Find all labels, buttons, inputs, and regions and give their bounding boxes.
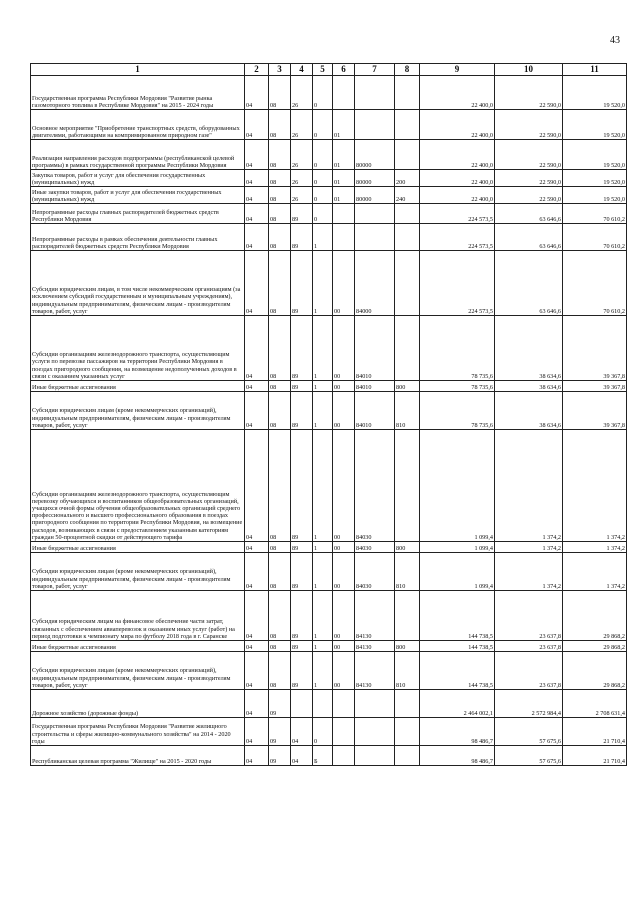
col-program: 04 bbox=[291, 746, 313, 766]
amount-col-11: 29 868,2 bbox=[563, 591, 627, 641]
row-description: Субсидии юридическим лицам (кроме некоммерческих организаций), индивидуальным предпринимателям, физическим лицам - производителям товаров, работ, услуг bbox=[31, 652, 245, 690]
col-subsection: 08 bbox=[269, 553, 291, 591]
amount-col-10: 22 590,0 bbox=[495, 140, 563, 170]
row-description: Субсидии организациям железнодорожного транспорта, осуществляющим перевозку обучающихся и воспитанников общеобразовательных организаций, учащихся очной формы обучения общеобразовательных организаций среднего профессионального и высшего профессионального образования в поездах пригородного сообщения по территории Республики Мордовия, на возмещение расходов, возникающих в связи с предоставлением указанным категориям граждан 50-процентной скидки от действующего тарифа bbox=[31, 430, 245, 542]
amount-col-11: 19 520,0 bbox=[563, 140, 627, 170]
col-direction bbox=[355, 690, 395, 718]
col-subsection: 08 bbox=[269, 392, 291, 430]
col-section: 04 bbox=[245, 140, 269, 170]
amount-col-9: 22 400,0 bbox=[420, 170, 495, 187]
col-section: 04 bbox=[245, 224, 269, 251]
col-expense-type: 800 bbox=[395, 542, 420, 553]
table-row bbox=[31, 392, 627, 430]
col-section: 04 bbox=[245, 652, 269, 690]
col-direction: 84130 bbox=[355, 591, 395, 641]
col-expense-type bbox=[395, 140, 420, 170]
col-event bbox=[333, 224, 355, 251]
col-subprogram: 0 bbox=[313, 140, 333, 170]
amount-col-10: 63 646,6 bbox=[495, 204, 563, 224]
col-subprogram: 0 bbox=[313, 110, 333, 140]
col-event: 00 bbox=[333, 591, 355, 641]
col-event: 00 bbox=[333, 316, 355, 381]
amount-col-11: 39 367,8 bbox=[563, 316, 627, 381]
col-event: 00 bbox=[333, 381, 355, 392]
table-row bbox=[31, 542, 627, 553]
col-program: 89 bbox=[291, 381, 313, 392]
col-expense-type bbox=[395, 746, 420, 766]
col-direction: 84010 bbox=[355, 392, 395, 430]
col-subprogram: 1 bbox=[313, 224, 333, 251]
col-program: 89 bbox=[291, 392, 313, 430]
table-row bbox=[31, 718, 627, 746]
col-program: 89 bbox=[291, 652, 313, 690]
col-event: 00 bbox=[333, 542, 355, 553]
col-event: 01 bbox=[333, 110, 355, 140]
col-section: 04 bbox=[245, 718, 269, 746]
amount-col-9: 98 486,7 bbox=[420, 718, 495, 746]
col-expense-type: 800 bbox=[395, 641, 420, 652]
amount-col-11: 21 710,4 bbox=[563, 746, 627, 766]
amount-col-11: 1 374,2 bbox=[563, 542, 627, 553]
amount-col-11: 19 520,0 bbox=[563, 76, 627, 110]
table-row bbox=[31, 553, 627, 591]
amount-col-10: 1 374,2 bbox=[495, 430, 563, 542]
column-header-5: 5 bbox=[313, 64, 333, 76]
col-program: 89 bbox=[291, 553, 313, 591]
row-description: Иные бюджетные ассигнования bbox=[31, 641, 245, 652]
table-row bbox=[31, 224, 627, 251]
column-header-9: 9 bbox=[420, 64, 495, 76]
budget-table bbox=[30, 63, 627, 766]
page-number: 43 bbox=[610, 35, 620, 46]
table-row bbox=[31, 690, 627, 718]
amount-col-9: 22 400,0 bbox=[420, 140, 495, 170]
amount-col-10: 22 590,0 bbox=[495, 110, 563, 140]
col-subprogram bbox=[313, 690, 333, 718]
col-subprogram: 0 bbox=[313, 187, 333, 204]
column-header-2: 2 bbox=[245, 64, 269, 76]
table-row bbox=[31, 251, 627, 316]
col-expense-type bbox=[395, 690, 420, 718]
column-header-10: 10 bbox=[495, 64, 563, 76]
col-section: 04 bbox=[245, 746, 269, 766]
column-header-4: 4 bbox=[291, 64, 313, 76]
amount-col-9: 1 099,4 bbox=[420, 542, 495, 553]
header-row bbox=[31, 64, 627, 76]
col-direction: 84030 bbox=[355, 430, 395, 542]
col-subsection: 08 bbox=[269, 316, 291, 381]
col-subprogram: 0 bbox=[313, 76, 333, 110]
amount-col-9: 1 099,4 bbox=[420, 553, 495, 591]
table-row bbox=[31, 110, 627, 140]
col-direction: 84030 bbox=[355, 542, 395, 553]
col-program: 89 bbox=[291, 316, 313, 381]
table-row bbox=[31, 746, 627, 766]
amount-col-9: 22 400,0 bbox=[420, 110, 495, 140]
row-description: Иные бюджетные ассигнования bbox=[31, 542, 245, 553]
row-description: Иные бюджетные ассигнования bbox=[31, 381, 245, 392]
col-expense-type: 800 bbox=[395, 381, 420, 392]
table-row bbox=[31, 641, 627, 652]
col-program: 89 bbox=[291, 204, 313, 224]
col-event: 00 bbox=[333, 553, 355, 591]
col-section: 04 bbox=[245, 110, 269, 140]
col-program: 89 bbox=[291, 591, 313, 641]
col-event: 00 bbox=[333, 392, 355, 430]
row-description: Субсидии юридическим лицам, в том числе некоммерческим организациям (за исключением субсидий государственным и муниципальным учреждениям), индивидуальным предпринимателям, физическим лицам - производителям товаров, работ, услуг bbox=[31, 251, 245, 316]
amount-col-9: 1 099,4 bbox=[420, 430, 495, 542]
row-description: Субсидии юридическим лицам (кроме некоммерческих организаций), индивидуальным предпринимателям, физическим лицам - производителям товаров, работ, услуг bbox=[31, 392, 245, 430]
col-event bbox=[333, 690, 355, 718]
col-direction: 84010 bbox=[355, 316, 395, 381]
row-description: Республиканская целевая программа "Жилище" на 2015 - 2020 годы bbox=[31, 746, 245, 766]
row-description: Субсидии юридическим лицам (кроме некоммерческих организаций), индивидуальным предпринимателям, физическим лицам - производителям товаров, работ, услуг bbox=[31, 553, 245, 591]
col-program: 89 bbox=[291, 430, 313, 542]
column-header-7: 7 bbox=[355, 64, 395, 76]
row-description: Государственная программа Республики Мордовия "Развитие жилищного строительства и сферы жилищно-коммунального хозяйства" на 2014 - 2020 годы bbox=[31, 718, 245, 746]
amount-col-11: 70 610,2 bbox=[563, 251, 627, 316]
col-subprogram: 0 bbox=[313, 170, 333, 187]
col-subsection: 09 bbox=[269, 690, 291, 718]
amount-col-10: 63 646,6 bbox=[495, 251, 563, 316]
col-subprogram: 1 bbox=[313, 316, 333, 381]
amount-col-10: 23 637,8 bbox=[495, 641, 563, 652]
amount-col-10: 22 590,0 bbox=[495, 170, 563, 187]
amount-col-11: 19 520,0 bbox=[563, 170, 627, 187]
table-row bbox=[31, 591, 627, 641]
row-description: Закупка товаров, работ и услуг для обеспечения государственных (муниципальных) нужд bbox=[31, 170, 245, 187]
row-description: Непрограммные расходы главных распорядителей бюджетных средств Республики Мордовия bbox=[31, 204, 245, 224]
col-direction: 84130 bbox=[355, 641, 395, 652]
col-expense-type bbox=[395, 224, 420, 251]
table-row bbox=[31, 140, 627, 170]
amount-col-9: 2 464 002,1 bbox=[420, 690, 495, 718]
col-subsection: 08 bbox=[269, 170, 291, 187]
amount-col-9: 224 573,5 bbox=[420, 204, 495, 224]
col-expense-type bbox=[395, 591, 420, 641]
col-program: 26 bbox=[291, 140, 313, 170]
col-event: 01 bbox=[333, 140, 355, 170]
col-subsection: 08 bbox=[269, 652, 291, 690]
amount-col-10: 23 637,8 bbox=[495, 652, 563, 690]
col-expense-type bbox=[395, 110, 420, 140]
column-header-1: 1 bbox=[31, 64, 245, 76]
col-event: 00 bbox=[333, 251, 355, 316]
col-subsection: 09 bbox=[269, 746, 291, 766]
col-expense-type: 810 bbox=[395, 553, 420, 591]
col-program: 26 bbox=[291, 187, 313, 204]
amount-col-10: 57 675,6 bbox=[495, 746, 563, 766]
col-subprogram: 1 bbox=[313, 652, 333, 690]
amount-col-9: 78 735,6 bbox=[420, 316, 495, 381]
amount-col-10: 1 374,2 bbox=[495, 542, 563, 553]
amount-col-9: 224 573,5 bbox=[420, 224, 495, 251]
amount-col-9: 78 735,6 bbox=[420, 392, 495, 430]
amount-col-11: 29 868,2 bbox=[563, 641, 627, 652]
col-section: 04 bbox=[245, 76, 269, 110]
col-direction: 80000 bbox=[355, 140, 395, 170]
col-event bbox=[333, 76, 355, 110]
amount-col-10: 38 634,6 bbox=[495, 381, 563, 392]
column-header-11: 11 bbox=[563, 64, 627, 76]
col-subsection: 08 bbox=[269, 76, 291, 110]
col-event: 00 bbox=[333, 641, 355, 652]
amount-col-11: 19 520,0 bbox=[563, 110, 627, 140]
col-event: 00 bbox=[333, 430, 355, 542]
row-description: Субсидия юридическим лицам на финансовое обеспечение части затрат, связанных с обеспечением авиаперевозок и оказанием иных услуг (работ) на период подготовки к чемпионату мира по футболу 2018 года в г. Саранске bbox=[31, 591, 245, 641]
amount-col-11: 70 610,2 bbox=[563, 224, 627, 251]
col-program: 89 bbox=[291, 251, 313, 316]
column-header-3: 3 bbox=[269, 64, 291, 76]
col-program: 89 bbox=[291, 641, 313, 652]
col-subsection: 08 bbox=[269, 641, 291, 652]
amount-col-9: 144 738,5 bbox=[420, 591, 495, 641]
amount-col-9: 144 738,5 bbox=[420, 641, 495, 652]
col-direction: 84030 bbox=[355, 553, 395, 591]
col-expense-type bbox=[395, 430, 420, 542]
col-section: 04 bbox=[245, 542, 269, 553]
col-program: 26 bbox=[291, 76, 313, 110]
amount-col-10: 22 590,0 bbox=[495, 76, 563, 110]
col-program bbox=[291, 690, 313, 718]
col-subprogram: Б bbox=[313, 746, 333, 766]
col-event: 01 bbox=[333, 187, 355, 204]
table-row bbox=[31, 76, 627, 110]
amount-col-11: 70 610,2 bbox=[563, 204, 627, 224]
col-section: 04 bbox=[245, 641, 269, 652]
row-description: Иные закупки товаров, работ и услуг для обеспечения государственных (муниципальных) нужд bbox=[31, 187, 245, 204]
col-direction: 84130 bbox=[355, 652, 395, 690]
col-section: 04 bbox=[245, 316, 269, 381]
col-direction: 80000 bbox=[355, 187, 395, 204]
col-subprogram: 1 bbox=[313, 392, 333, 430]
col-direction bbox=[355, 718, 395, 746]
col-event bbox=[333, 746, 355, 766]
col-subprogram: 1 bbox=[313, 251, 333, 316]
amount-col-11: 1 374,2 bbox=[563, 553, 627, 591]
col-subsection: 08 bbox=[269, 591, 291, 641]
column-header-8: 8 bbox=[395, 64, 420, 76]
col-subsection: 08 bbox=[269, 187, 291, 204]
col-expense-type: 200 bbox=[395, 170, 420, 187]
amount-col-11: 1 374,2 bbox=[563, 430, 627, 542]
amount-col-10: 22 590,0 bbox=[495, 187, 563, 204]
amount-col-10: 57 675,6 bbox=[495, 718, 563, 746]
amount-col-11: 21 710,4 bbox=[563, 718, 627, 746]
col-direction bbox=[355, 204, 395, 224]
table-row bbox=[31, 187, 627, 204]
amount-col-10: 63 646,6 bbox=[495, 224, 563, 251]
amount-col-10: 23 637,8 bbox=[495, 591, 563, 641]
column-header-6: 6 bbox=[333, 64, 355, 76]
row-description: Непрограммные расходы в рамках обеспечения деятельности главных распорядителей бюджетных средств Республики Мордовия bbox=[31, 224, 245, 251]
col-subprogram: 1 bbox=[313, 591, 333, 641]
amount-col-10: 2 572 984,4 bbox=[495, 690, 563, 718]
table-row bbox=[31, 204, 627, 224]
table-row bbox=[31, 316, 627, 381]
col-direction bbox=[355, 110, 395, 140]
row-description: Реализация направления расходов подпрограммы (республиканской целевой программы) в рамках государственной программы Республики Мордовия bbox=[31, 140, 245, 170]
col-subsection: 09 bbox=[269, 718, 291, 746]
col-subsection: 08 bbox=[269, 542, 291, 553]
col-event bbox=[333, 204, 355, 224]
amount-col-9: 22 400,0 bbox=[420, 76, 495, 110]
amount-col-11: 19 520,0 bbox=[563, 187, 627, 204]
col-subsection: 08 bbox=[269, 140, 291, 170]
col-subprogram: 1 bbox=[313, 430, 333, 542]
col-section: 04 bbox=[245, 204, 269, 224]
col-section: 04 bbox=[245, 591, 269, 641]
col-expense-type bbox=[395, 204, 420, 224]
col-program: 26 bbox=[291, 110, 313, 140]
col-expense-type bbox=[395, 251, 420, 316]
col-section: 04 bbox=[245, 392, 269, 430]
amount-col-11: 2 708 631,4 bbox=[563, 690, 627, 718]
col-subsection: 08 bbox=[269, 110, 291, 140]
amount-col-11: 39 367,8 bbox=[563, 392, 627, 430]
col-program: 89 bbox=[291, 542, 313, 553]
amount-col-9: 22 400,0 bbox=[420, 187, 495, 204]
col-expense-type bbox=[395, 316, 420, 381]
amount-col-11: 39 367,8 bbox=[563, 381, 627, 392]
amount-col-9: 98 486,7 bbox=[420, 746, 495, 766]
amount-col-9: 144 738,5 bbox=[420, 652, 495, 690]
col-subprogram: 1 bbox=[313, 542, 333, 553]
col-subprogram: 1 bbox=[313, 553, 333, 591]
col-expense-type: 240 bbox=[395, 187, 420, 204]
col-event: 01 bbox=[333, 170, 355, 187]
table-row bbox=[31, 430, 627, 542]
row-description: Дорожное хозяйство (дорожные фонды) bbox=[31, 690, 245, 718]
table-row bbox=[31, 170, 627, 187]
amount-col-10: 38 634,6 bbox=[495, 316, 563, 381]
col-subprogram: 0 bbox=[313, 718, 333, 746]
table-body bbox=[31, 76, 627, 766]
col-section: 04 bbox=[245, 381, 269, 392]
amount-col-11: 29 868,2 bbox=[563, 652, 627, 690]
col-section: 04 bbox=[245, 430, 269, 542]
col-direction: 84000 bbox=[355, 251, 395, 316]
col-expense-type: 810 bbox=[395, 652, 420, 690]
col-program: 04 bbox=[291, 718, 313, 746]
row-description: Основное мероприятие "Приобретение транспортных средств, оборудованных двигателями, работающими на компримированном природном газе" bbox=[31, 110, 245, 140]
col-subsection: 08 bbox=[269, 224, 291, 251]
col-subsection: 08 bbox=[269, 204, 291, 224]
amount-col-9: 78 735,6 bbox=[420, 381, 495, 392]
col-subprogram: 1 bbox=[313, 641, 333, 652]
col-subprogram: 0 bbox=[313, 204, 333, 224]
table-header bbox=[31, 64, 627, 76]
col-direction: 80000 bbox=[355, 170, 395, 187]
amount-col-10: 1 374,2 bbox=[495, 553, 563, 591]
amount-col-9: 224 573,5 bbox=[420, 251, 495, 316]
col-program: 26 bbox=[291, 170, 313, 187]
col-subprogram: 1 bbox=[313, 381, 333, 392]
col-section: 04 bbox=[245, 690, 269, 718]
col-subsection: 08 bbox=[269, 381, 291, 392]
col-direction bbox=[355, 746, 395, 766]
col-section: 04 bbox=[245, 553, 269, 591]
col-direction bbox=[355, 76, 395, 110]
col-section: 04 bbox=[245, 251, 269, 316]
table-row bbox=[31, 652, 627, 690]
row-description: Государственная программа Республики Мордовия "Развитие рынка газомоторного топлива в Республике Мордовия" на 2015 - 2024 годы bbox=[31, 76, 245, 110]
col-event: 00 bbox=[333, 652, 355, 690]
col-section: 04 bbox=[245, 170, 269, 187]
col-expense-type bbox=[395, 718, 420, 746]
table-row bbox=[31, 381, 627, 392]
col-subsection: 08 bbox=[269, 251, 291, 316]
col-subsection: 08 bbox=[269, 430, 291, 542]
col-expense-type: 810 bbox=[395, 392, 420, 430]
col-direction: 84010 bbox=[355, 381, 395, 392]
col-event bbox=[333, 718, 355, 746]
row-description: Субсидии организациям железнодорожного транспорта, осуществляющим услуги по перевозке пассажиров на территории Республики Мордовия в поездах пригородного сообщения, на возмещение недополученных доходов в связи с оказанием указанных услуг bbox=[31, 316, 245, 381]
col-section: 04 bbox=[245, 187, 269, 204]
amount-col-10: 38 634,6 bbox=[495, 392, 563, 430]
col-program: 89 bbox=[291, 224, 313, 251]
col-direction bbox=[355, 224, 395, 251]
col-expense-type bbox=[395, 76, 420, 110]
